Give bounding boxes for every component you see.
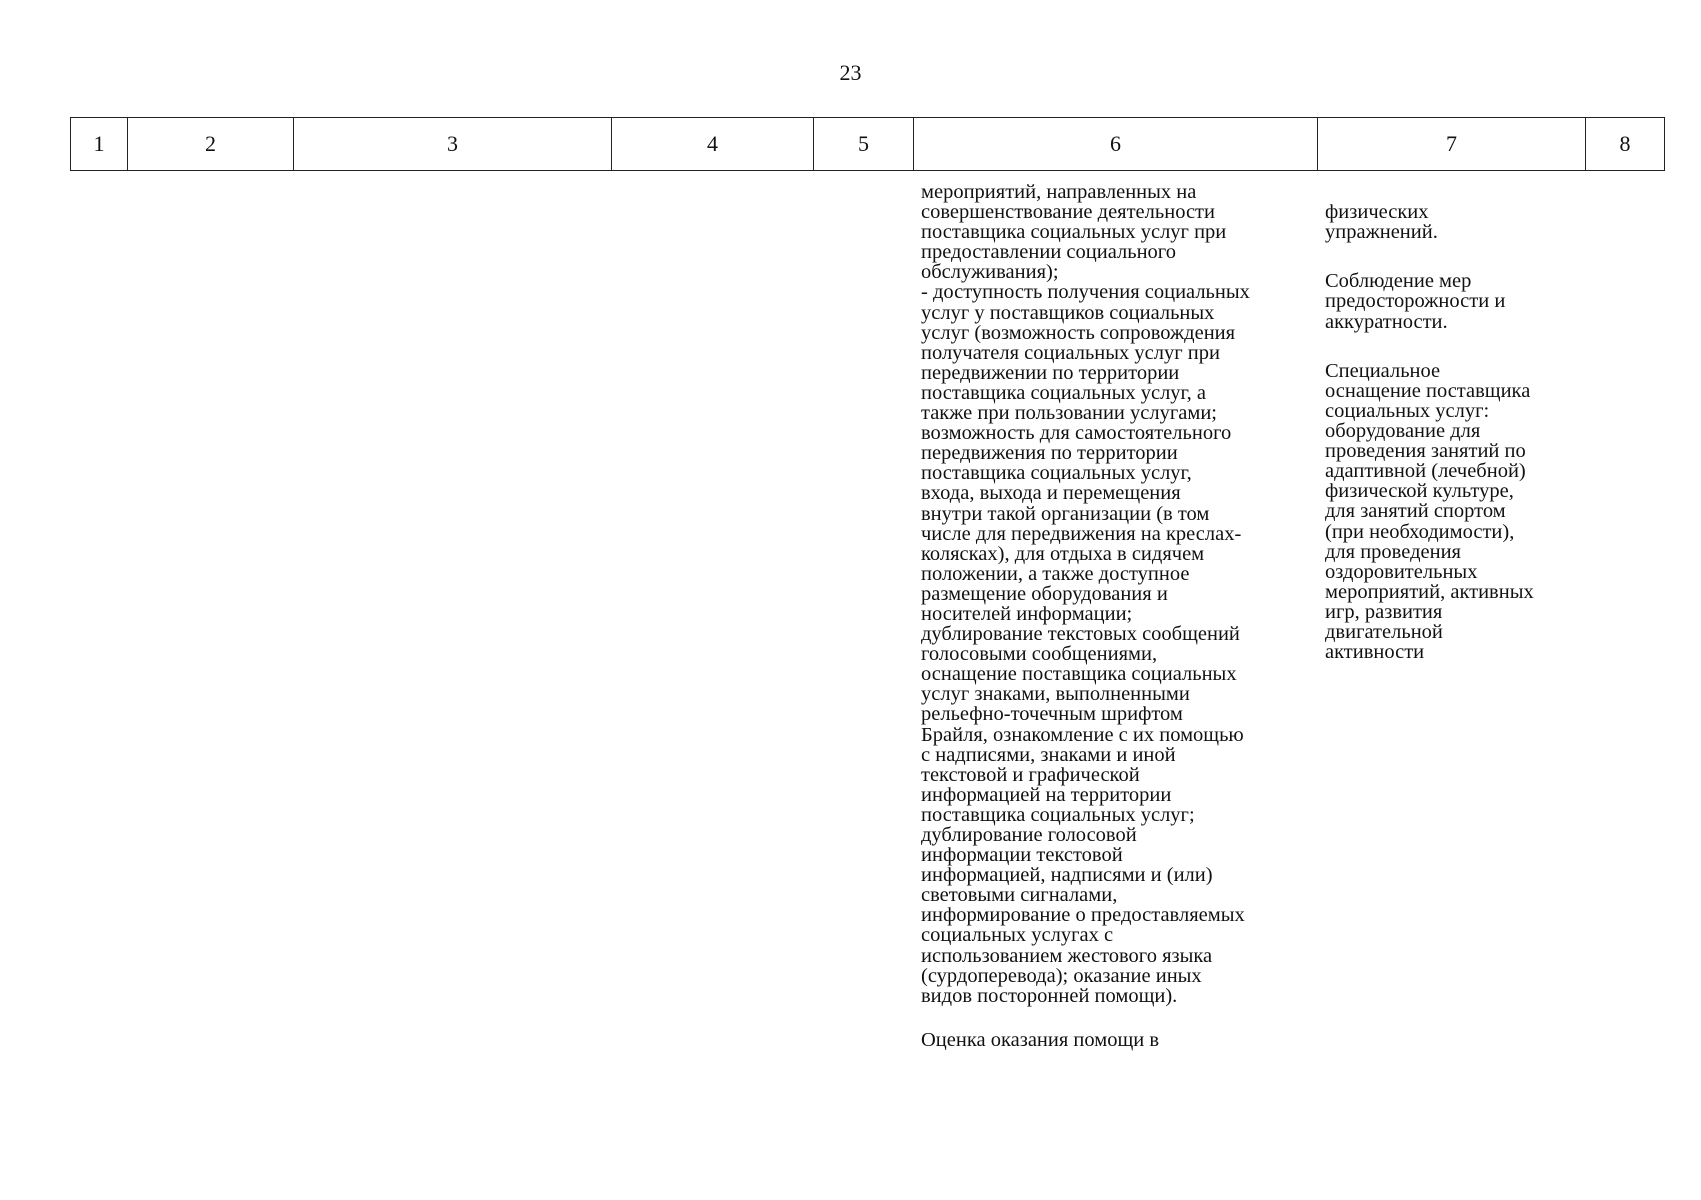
column-6-text: мероприятий, направленных на совершенствование деятельности поставщика социальных услуг при предоставлении социального обслуживания); - доступность получения социальных услуг у поставщиков социальных услуг (возможность сопровождения получателя социальных услуг при передвижении по территории поставщика социальных услуг, а также при пользовании услугами; возможность для самостоятельного передвижения по территории поставщика социальных услуг, входа, выхода и перемещения внутри такой организации (в том числе для передвижения на креслах- колясках), для отдыха в сидячем положении, а также доступное размещение оборудования и носителей информации; дублирование текстовых сообщений голосовыми сообщениями, оснащение поставщика социальных услуг знаками, выполненными рельефно-точечным шрифтом Брайля, ознакомление с их помощью с надписями, знаками и иной текстовой и графической информацией на территории поставщика социальных услуг; дублирование голосовой информации текстовой информацией, надписями и (или) световыми сигналами, информирование о предоставляемых социальных услугах с использованием жестового языка (сурдоперевода); оказание иных видов посторонней помощи). [921, 181, 1250, 1007]
column-number-4: 4 [612, 118, 814, 171]
column-number-header-table [70, 117, 1665, 171]
column-7-paragraph-1: физических упражнений. [1325, 201, 1438, 244]
column-number-2: 2 [128, 118, 294, 171]
column-number-5: 5 [814, 118, 914, 171]
page-number: 23 [839, 60, 862, 85]
header-row [71, 118, 1665, 171]
column-7-paragraph-3: Специальное оснащение поставщика социальных услуг: оборудование для проведения занятий по адаптивной (лечебной) физической культуре, для занятий спортом (при необходимости), для проведения оздоровительных мероприятий, активных игр, развития двигательной активности [1325, 359, 1534, 664]
column-7-text [1325, 182, 1595, 662]
column-7-paragraph-2: Соблюдение мер предосторожности и аккуратности. [1325, 270, 1506, 333]
column-number-1: 1 [71, 118, 128, 171]
column-number-8: 8 [1586, 118, 1665, 171]
column-6-tail-text: Оценка оказания помощи в [921, 1029, 1160, 1051]
column-number-6: 6 [914, 118, 1318, 171]
column-number-7: 7 [1318, 118, 1586, 171]
column-number-3: 3 [294, 118, 612, 171]
